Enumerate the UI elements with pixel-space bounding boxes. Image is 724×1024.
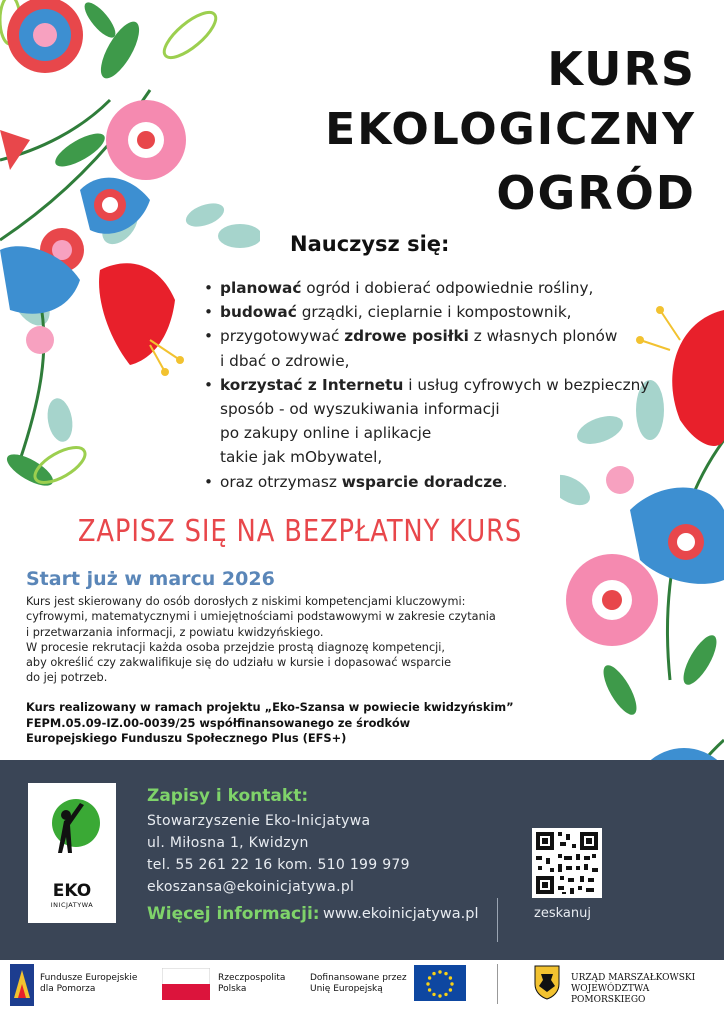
project-info: Kurs realizowany w ramach projektu „Eko-Szansa w powiecie kwidzyńskim” FEPM.05.09-IZ.00-0039/25 współfinansowanego ze środków Europejskiego Funduszu Społecznego Plus (EFS+) — [26, 700, 514, 745]
qr-code[interactable] — [532, 828, 602, 898]
logo-text-inicjatywa: INICJATYWA — [50, 901, 94, 909]
fe-logo-icon — [10, 964, 34, 1006]
contact-email[interactable]: ekoszansa@ekoinicjatywa.pl — [147, 879, 355, 895]
bullet-icon: • — [204, 472, 214, 491]
rp-line-1: Rzeczpospolita — [218, 973, 286, 983]
list-item: • przygotowywać zdrowe posiłki z własnych plonów i dbać o zdrowie, — [204, 324, 654, 372]
divider — [497, 898, 498, 942]
eko-inicjatywa-logo — [28, 783, 116, 923]
bullet-icon: • — [204, 375, 214, 394]
bullet-icon: • — [204, 327, 214, 346]
eu-line-1: Dofinansowane przez — [310, 973, 407, 983]
signup-banner: ZAPISZ SIĘ NA BEZPŁATNY KURS — [77, 514, 523, 549]
pomorskie-crest-icon — [533, 964, 561, 1000]
fe-line-2: dla Pomorza — [40, 984, 96, 994]
contact-heading: Zapisy i kontakt: — [147, 786, 309, 806]
eu-flag-icon — [414, 965, 466, 1001]
scan-label: zeskanuj — [534, 906, 591, 921]
bullet-icon: • — [204, 279, 214, 297]
eu-line-2: Unię Europejską — [310, 984, 383, 994]
funding-footer — [0, 960, 724, 1024]
person-icon — [28, 791, 116, 891]
learn-heading: Nauczysz się: — [290, 232, 450, 256]
bullet-icon: • — [204, 303, 214, 322]
logo-text-eko: EKO — [52, 881, 92, 901]
um-line-2: WOJEWÓDZTWA POMORSKIEGO — [571, 984, 650, 1005]
contact-org: Stowarzyszenie Eko-Inicjatywa — [147, 813, 371, 829]
list-item: • planować ogród i dobierać odpowiednie rośliny, — [204, 276, 654, 300]
footer-divider — [497, 964, 498, 1004]
title-line-2: EKOLOGICZNY — [325, 104, 696, 155]
title-line-3: OGRÓD — [496, 166, 696, 220]
list-item: • korzystać z Internetu i usług cyfrowych w bezpieczny sposób - od wyszukiwania informacji po zakupy online i aplikacje takie jak mObywatel, — [204, 373, 654, 470]
list-item: • budować grządki, cieplarnie i kompostownik, — [204, 300, 654, 324]
contact-phone: tel. 55 261 22 16 kom. 510 199 979 — [147, 857, 410, 873]
more-info-label: Więcej informacji: — [147, 904, 320, 924]
um-line-1: URZĄD MARSZAŁKOWSKI — [571, 973, 696, 983]
course-description: Kurs jest skierowany do osób dorosłych z niskimi kompetencjami kluczowymi: cyfrowymi, matematycznymi i umiejętnościami podstawowymi w zakresie czytania i przetwarzania informacji, z powiatu kwidzyńskiego. W procesie rekrutacji każda osoba przejdzie prostą diagnozę kompetencji, aby określić czy zakwalifikuje się do udziału w kursie i dopasować wsparcie do jej potrzeb. — [26, 595, 496, 685]
contact-address: ul. Miłosna 1, Kwidzyn — [147, 835, 309, 851]
title-line-1: KURS — [547, 42, 696, 96]
qr-code-icon — [532, 828, 602, 898]
list-item: • oraz otrzymasz wsparcie doradcze. — [204, 470, 654, 494]
learn-list — [204, 276, 654, 494]
start-heading: Start już w marcu 2026 — [26, 568, 275, 590]
fe-line-1: Fundusze Europejskie — [40, 973, 138, 983]
rp-line-2: Polska — [218, 984, 247, 994]
website-link[interactable]: www.ekoinicjatywa.pl — [323, 906, 479, 922]
polish-flag-icon — [162, 968, 210, 1000]
